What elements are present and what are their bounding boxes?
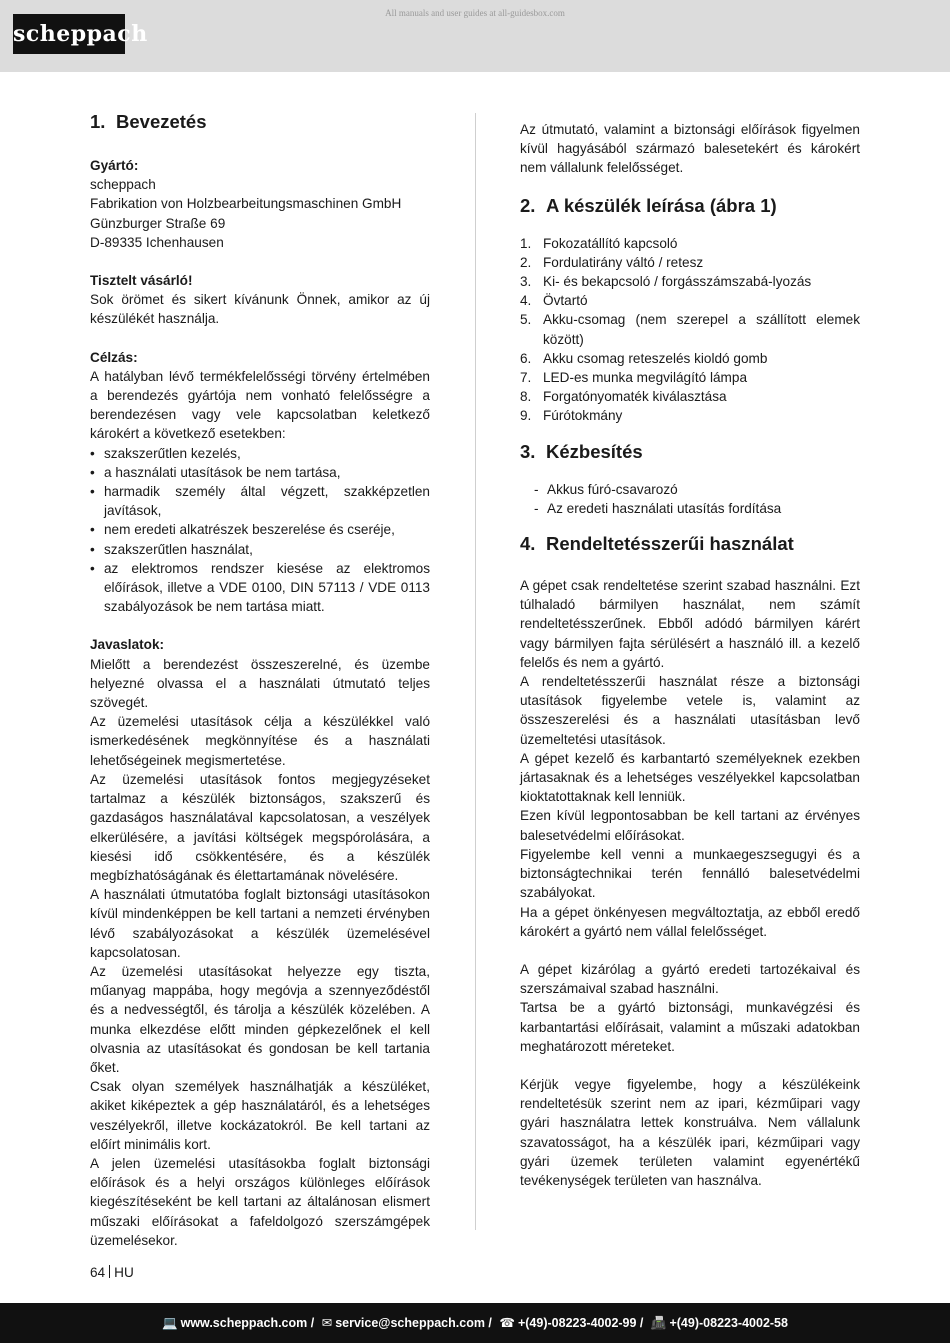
- customer-label: Tisztelt vásárló!: [90, 273, 193, 289]
- list-item: 6. Akku csomag reteszelés kioldó gomb: [520, 350, 768, 366]
- section-3-heading: 3. Kézbesítés: [520, 440, 643, 462]
- recommend-paragraph: Mielőtt a berendezést összeszerelné, és üzembe helyezné olvassa el a használati útmutató teljes szövegét.: [90, 656, 430, 711]
- recommend-paragraph: A jelen üzemelési utasításokba foglalt biztonsági előírások és a helyi országos különleges előírások kiegészítéseként be kell tartani az általánosan elismert műszaki előírásokat a fafeldolgozó szerszámgépek üzemelésekor.: [90, 1155, 430, 1248]
- usage-paragraph: Figyelembe kell venni a munkaegeszsegugyi és a biztonságtechnikai terén fennálló balesetvédelmi szabályokat.: [520, 846, 860, 901]
- fax-icon: 📠: [650, 1316, 667, 1330]
- footer-phone: +(49)-08223-4002-99 /: [517, 1316, 644, 1330]
- usage-paragraph: Tartsa be a gyártó biztonsági, munkavégzési és karbantartási előírásait, valamint a műszaki adatokban meghatározott méreteket.: [520, 1000, 860, 1054]
- column-divider: [475, 113, 476, 1230]
- brand-logo: scheppach: [13, 14, 125, 54]
- usage-paragraph: Kérjük vegye figyelembe, hogy a készülékeink rendeltetésük szerint nem az ipari, kézműipari vagy gyári használatra lettek konstruálva. Nem vállalunk szavatosságot, ha a készülék ipari, kézműipari vagy gyári üzemek területen valamint egyenértékű tevékenységek területen van használva.: [520, 1076, 860, 1188]
- purpose-label: Célzás:: [90, 349, 138, 365]
- footer-fax: +(49)-08223-4002-58: [669, 1316, 788, 1330]
- list-item: • szakszerűtlen kezelés,: [90, 444, 430, 463]
- purpose-bullet-list: [90, 444, 430, 617]
- list-item: 2. Fordulatirány váltó / retesz: [520, 254, 704, 270]
- intro-paragraph: Az útmutató, valamint a biztonsági előírások figyelmen kívül hagyásából származó balesetekért és károkért nem vállalunk felelősséget.: [520, 122, 860, 176]
- manufacturer-line: D-89335 Ichenhausen: [90, 234, 224, 250]
- mail-icon: ✉: [321, 1316, 333, 1330]
- purpose-text: A hatályban lévő termékfelelősségi törvény értelmében a berendezés gyártója nem vonható felelősségre a berendezésen vagy vele kapcsolatban keletkező károkért a következő esetekben:: [90, 368, 430, 442]
- list-item: • szakszerűtlen használat,: [90, 540, 430, 559]
- list-item: 3. Ki- és bekapcsoló / forgásszámszabá-lyozás: [520, 274, 812, 290]
- manufacturer-line: Günzburger Straße 69: [90, 215, 226, 231]
- list-item: 4. Övtartó: [520, 293, 588, 309]
- phone-icon: ☎: [499, 1316, 515, 1330]
- page-footer: [0, 1303, 950, 1343]
- list-item: • nem eredeti alkatrészek beszerelése és cseréje,: [90, 520, 430, 539]
- delivery-list: [520, 480, 860, 518]
- recommend-paragraph: Az üzemelési utasítások célja a készülékkel való ismerkedésének megkönnyítése és a használati lehetőségeinek megismertetése.: [90, 714, 430, 768]
- list-item: • az elektromos rendszer kiesése az elektromos előírások, illetve a VDE 0100, DIN 57113 / VDE 0113 szabályozások be nem tartása miatt.: [90, 559, 430, 617]
- section-2-heading: 2. A készülék leírása (ábra 1): [520, 194, 777, 216]
- usage-paragraph: A gépet csak rendeltetése szerint szabad használni. Ezt túlhaladó bármilyen használat, nem számít rendeltetésszerűnek. Ebből adódó bármilyen kárért vagy bármilyen fajta sérülésért a használó ill. a kezelő felelős és nem a gyártó.: [520, 578, 860, 670]
- page-number: 64 HU: [90, 1265, 134, 1280]
- section-1-heading: 1. Bevezetés: [90, 111, 207, 132]
- page-header: [0, 0, 950, 72]
- section-4-heading: 4. Rendeltetésszerűi használat: [520, 533, 794, 555]
- list-item: - Akkus fúró-csavarozó: [534, 480, 860, 499]
- manufacturer-label: Gyártó:: [90, 158, 139, 173]
- list-item: 5. Akku-csomag (nem szerepel a szállított elemek között): [520, 312, 860, 347]
- list-item: 9. Fúrótokmány: [520, 408, 623, 424]
- manufacturer-line: scheppach: [90, 177, 156, 193]
- customer-text: Sok örömet és sikert kívánunk Önnek, amikor az új készülékét használja.: [90, 292, 430, 327]
- left-column: [90, 110, 430, 1250]
- usage-paragraph: Ha a gépet önkényesen megváltoztatja, az ebből eredő károkért a gyártó nem vállal felelősséget.: [520, 904, 860, 939]
- manufacturer-line: Fabrikation von Holzbearbeitungsmaschinen GmbH: [90, 196, 402, 212]
- list-item: 7. LED-es munka megvilágító lámpa: [520, 370, 747, 386]
- footer-email[interactable]: service@scheppach.com /: [335, 1316, 492, 1330]
- usage-paragraph: A gépet kezelő és karbantartó személyeknek ezekben jártasaknak és a lehetséges veszélyekkel kapcsolatban kioktatottaknak kell lenniük.: [520, 750, 860, 805]
- list-item: • a használati utasítások be nem tartása,: [90, 463, 430, 482]
- list-item: - Az eredeti használati utasítás fordítása: [534, 499, 860, 518]
- usage-paragraph: Ezen kívül legpontosabban be kell tartani az érvényes balesetvédelmi előírásokat.: [520, 808, 860, 843]
- recommend-paragraph: Csak olyan személyek használhatják a készüléket, akiket kiképeztek a gép használatáról, és a lehetséges veszélyekről, illetve kockázatokról. Be kell tartani az előírt minimális kort.: [90, 1079, 430, 1152]
- parts-list: [520, 234, 860, 426]
- page-number-separator: [109, 1265, 110, 1278]
- list-item: 1. Fokozatállító kapcsoló: [520, 235, 678, 251]
- usage-paragraph: A rendeltetésszerűi használat része a biztonsági utasítások figyelembe vetele is, valamint az összeszerelési és a használati utasításban levő üzemeltetési utasítások.: [520, 674, 860, 747]
- computer-icon: 💻: [162, 1316, 178, 1330]
- watermark-text: All manuals and user guides at all-guidesbox.com: [385, 8, 565, 18]
- recommend-label: Javaslatok:: [90, 637, 165, 653]
- usage-paragraph: A gépet kizárólag a gyártó eredeti tartozékaival és szerszámaival szabad használni.: [520, 961, 860, 997]
- list-item: • harmadik személy által végzett, szakképzetlen javítások,: [90, 482, 430, 520]
- list-item: 8. Forgatónyomaték kiválasztása: [520, 389, 727, 405]
- recommend-paragraph: Az üzemelési utasítások fontos megjegyzéseket tartalmaz a készülék biztonságos, szakszerű és gazdaságos használatával kapcsolatosan, a veszélyek elkerülésére, a javítási költségek megspórolására, a kiesési idő csökkentésére, és a készülék megbízhatóságának és élettartamának növelésére.: [90, 771, 430, 883]
- recommend-paragraph: Az üzemelési utasításokat helyezze egy tiszta, műanyag mappába, hogy megóvja a szennyeződéstől és a nedvességtől, és tárolja a készülék közelében. A munka elkezdése előtt minden gépkezelőnek el kell olvasnia az utasításokat és gondosan be kell tartania őket.: [90, 963, 430, 1075]
- right-column: [520, 120, 860, 1190]
- footer-website[interactable]: www.scheppach.com /: [180, 1316, 315, 1330]
- recommend-paragraph: A használati útmutatóba foglalt biztonsági utasításokon kívül mindenképpen be kell tartani a nemzeti érvényben lévő szabályozásokat a készülék üzemelésével kapcsolatosan.: [90, 887, 430, 960]
